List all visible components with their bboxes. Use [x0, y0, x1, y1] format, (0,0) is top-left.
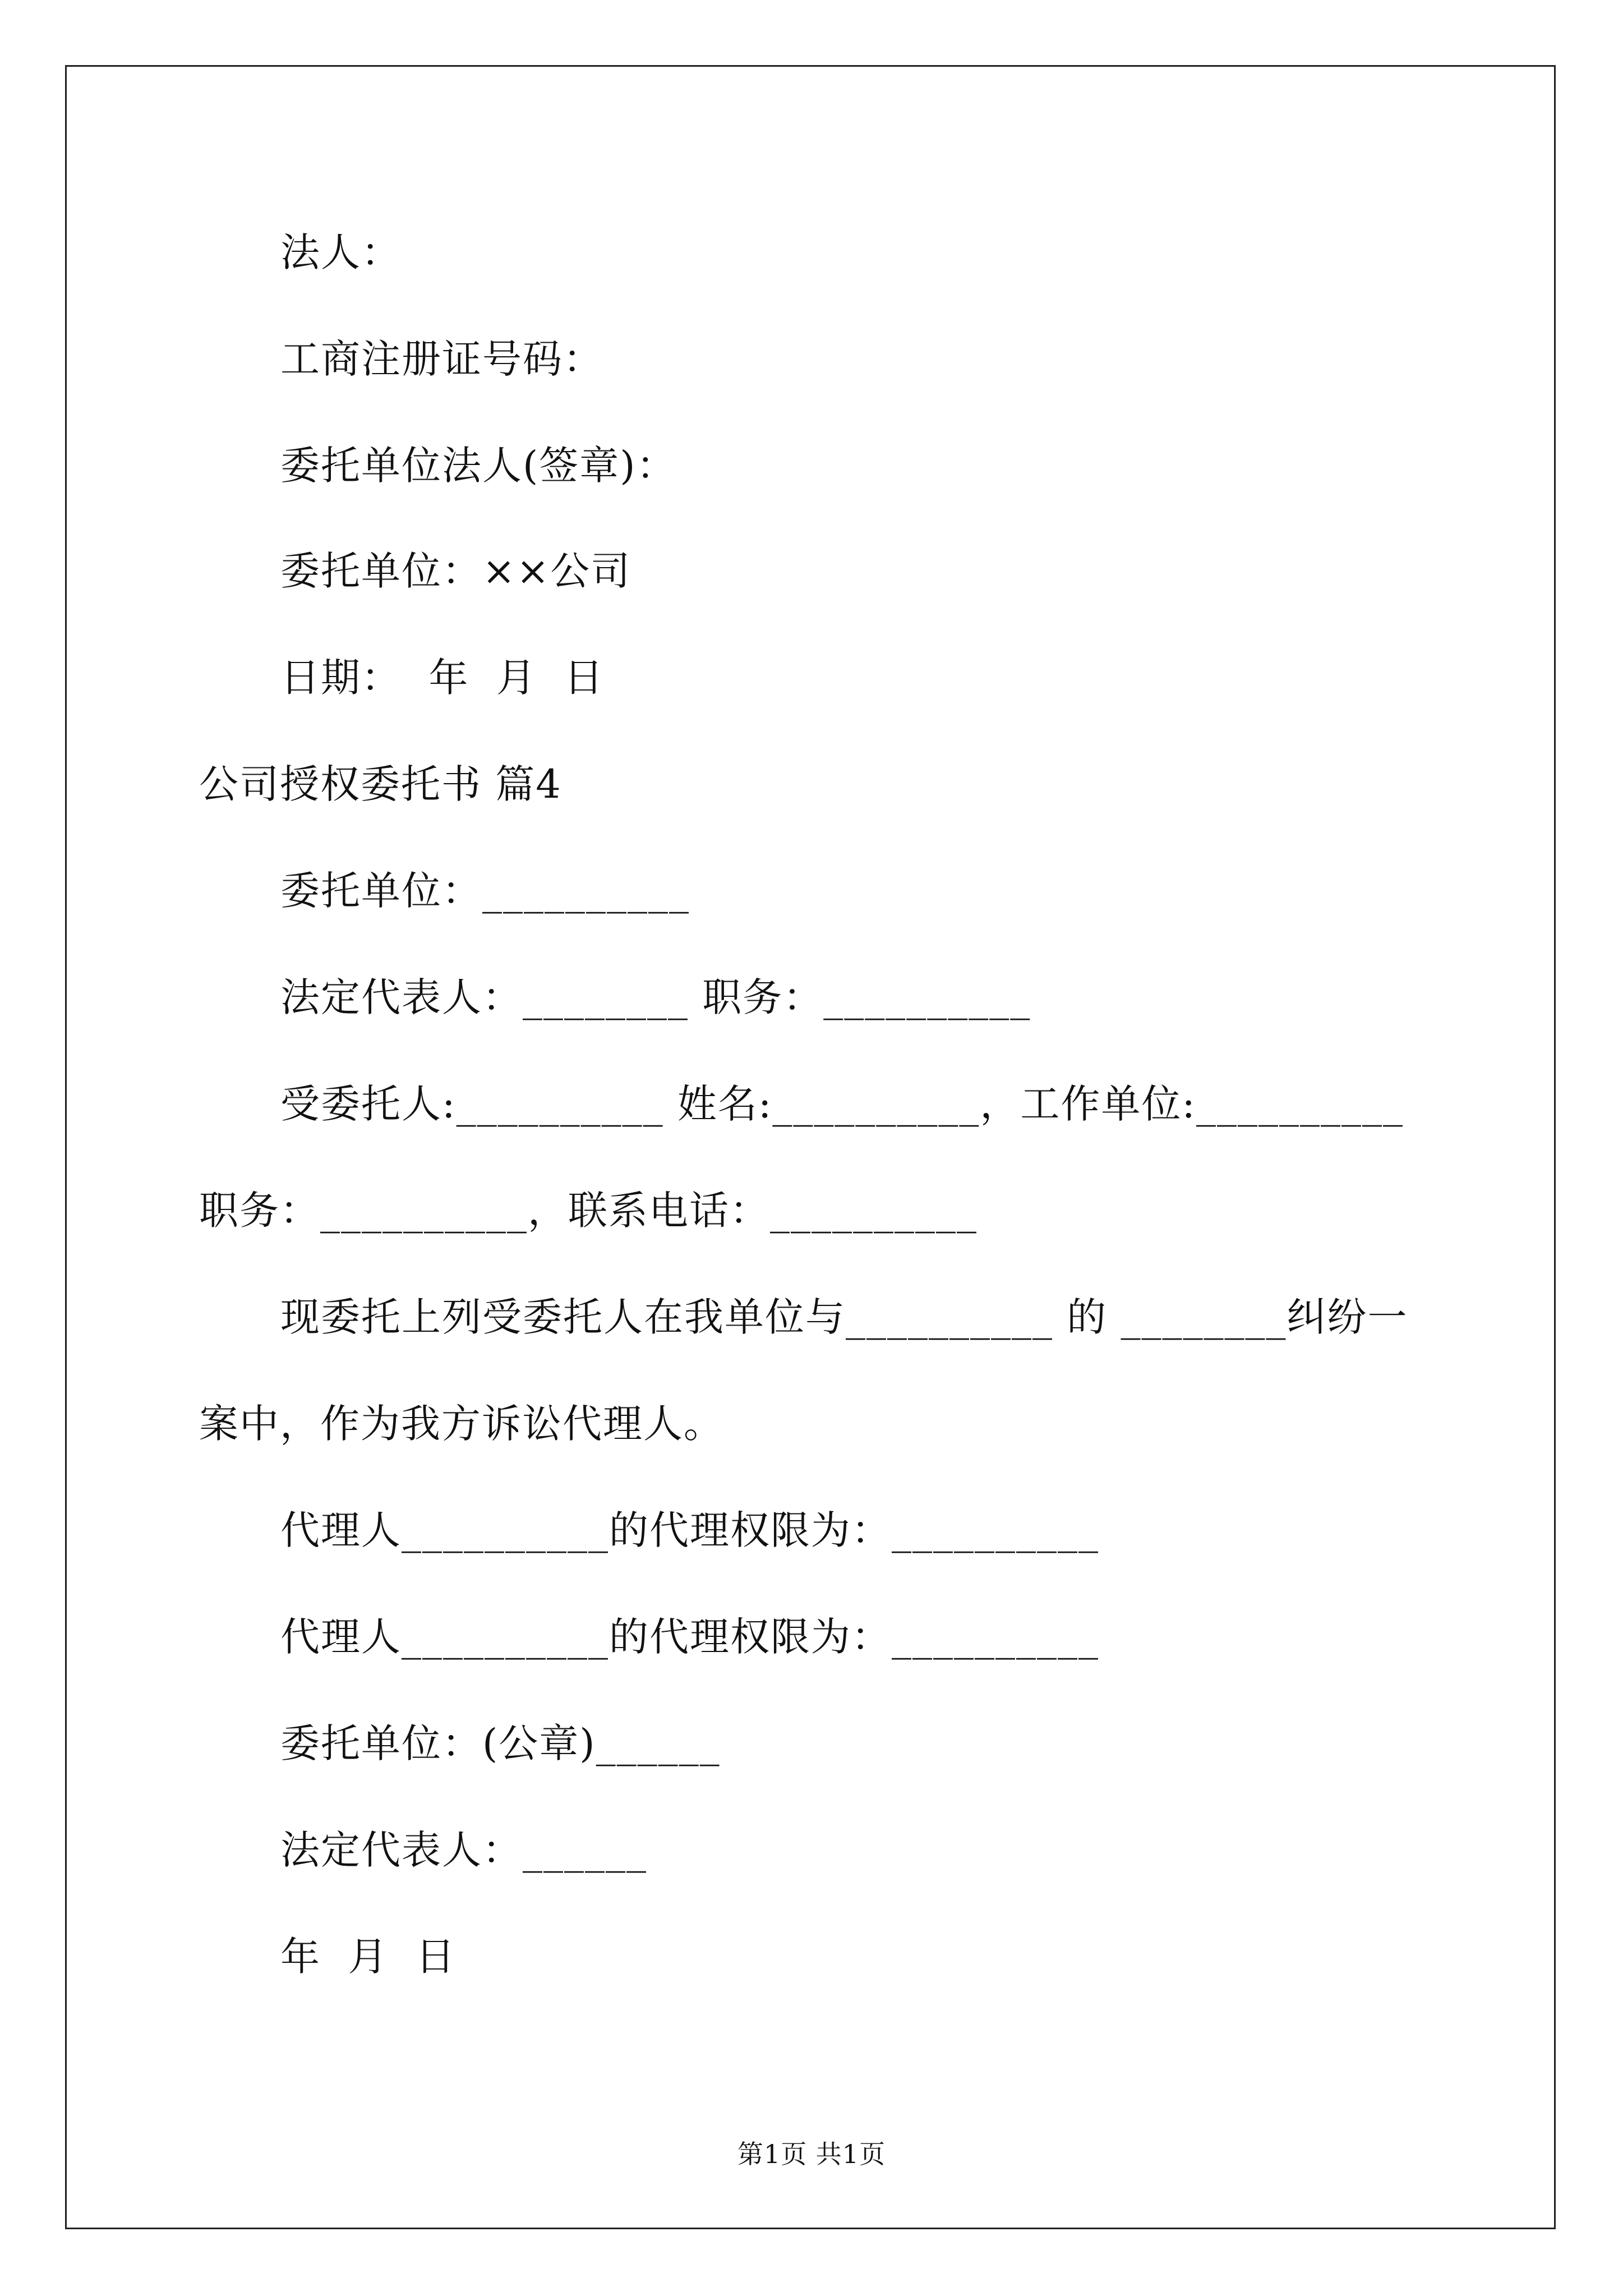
agent-authority-line-2: 代理人__________的代理权限为：__________ — [280, 1614, 1099, 1660]
page-border — [65, 65, 1556, 2229]
legal-representative-signature-line: 法定代表人：______ — [280, 1827, 647, 1873]
official-seal-line: 委托单位：(公章)______ — [280, 1720, 721, 1766]
position-phone-line: 职务：__________，联系电话：__________ — [199, 1188, 978, 1234]
entrusting-unit-line: 委托单位：××公司 — [280, 548, 631, 594]
entrusted-person-line: 受委托人:__________ 姓名:__________，工作单位:__________ — [280, 1081, 1404, 1127]
date-line: 日期： 年 月 日 — [280, 655, 605, 701]
entrust-statement-line-1: 现委托上列受委托人在我单位与__________ 的 ________纠纷一 — [280, 1294, 1408, 1340]
entrusting-unit-blank-line: 委托单位：__________ — [280, 868, 690, 914]
registration-number-line: 工商注册证号码： — [280, 336, 603, 382]
agent-authority-line-1: 代理人__________的代理权限为：__________ — [280, 1507, 1099, 1553]
closing-date-line: 年 月 日 — [280, 1934, 457, 1980]
entrust-statement-line-2: 案中，作为我方诉讼代理人。 — [199, 1401, 724, 1447]
legal-person-line: 法人： — [280, 229, 402, 275]
section-heading: 公司授权委托书 篇4 — [199, 761, 562, 807]
signature-line: 委托单位法人(签章)： — [280, 443, 677, 489]
page-footer: 第1页 共1页 — [737, 2139, 886, 2169]
legal-representative-line: 法定代表人：________ 职务：__________ — [280, 974, 1031, 1020]
